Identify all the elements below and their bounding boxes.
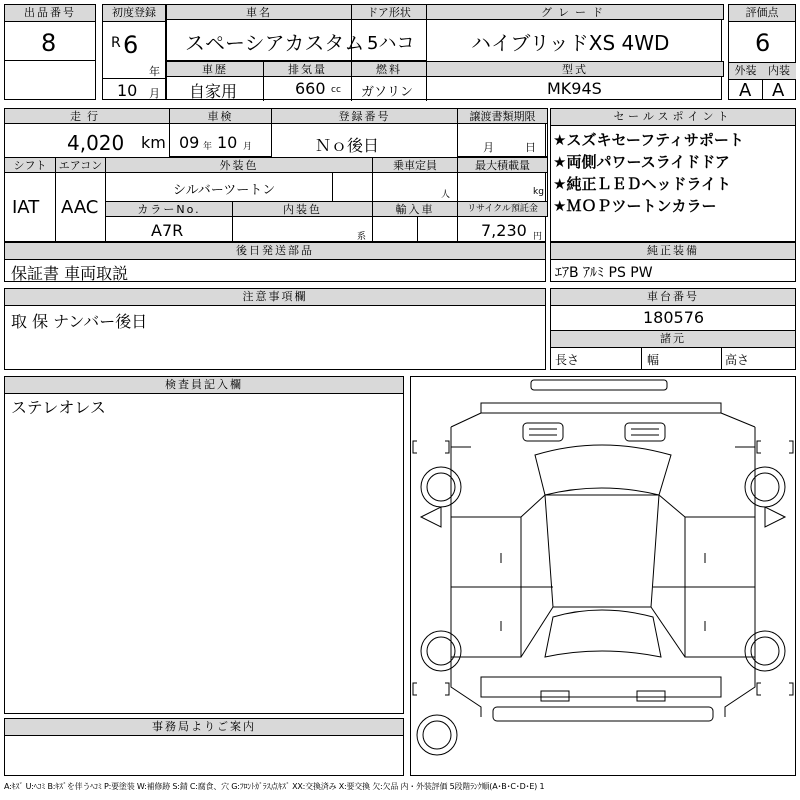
- door-label: ドア形状: [351, 4, 427, 20]
- dimensions-width: 幅: [647, 353, 660, 367]
- lot-number: 8: [41, 29, 57, 57]
- aircon-value: AAC: [61, 197, 99, 218]
- color-no-label: カラーNo.: [105, 201, 233, 217]
- max-load-label: 最大積載量: [457, 157, 548, 173]
- inspection-year: 09: [179, 133, 200, 152]
- later-parts-value: 保証書 車両取説: [11, 264, 129, 283]
- notes-label: 注意事項欄: [5, 289, 545, 306]
- office-box: [4, 718, 404, 776]
- inspection-year-unit: 年: [203, 142, 213, 152]
- roof-outline: [545, 495, 659, 607]
- first-reg-era: R: [111, 35, 121, 51]
- headlight-right-outline: [625, 423, 665, 441]
- model-label: 型式: [426, 61, 724, 77]
- inspector-value: ステレオレス: [11, 398, 106, 417]
- selling-point-item: ★純正ＬＥＤヘッドライト: [553, 175, 731, 193]
- exterior-grade-label: 外装: [729, 63, 763, 80]
- hood-outline: [481, 403, 721, 413]
- car-diagram: [411, 377, 795, 775]
- recycle-label: リサイクル預託金: [457, 201, 548, 217]
- vehicle-block: [166, 4, 722, 100]
- import-label: 輸入車: [372, 201, 458, 217]
- car-diagram-box: [410, 376, 796, 776]
- transfer-deadline-day-unit: 日: [525, 141, 536, 154]
- grade-label: グレード: [426, 4, 724, 20]
- inspection-month: 10: [217, 133, 238, 152]
- score-box: [728, 4, 796, 100]
- capacity-unit: 人: [441, 190, 451, 200]
- lot-box: [4, 4, 96, 100]
- mileage-unit: km: [141, 133, 166, 152]
- notes-box: [4, 288, 546, 370]
- transfer-deadline-label: 譲渡書類期限: [457, 108, 548, 124]
- body-right-outline: [725, 447, 755, 717]
- dimensions-label: 諸元: [551, 330, 795, 348]
- interior-grade-label: 内装: [762, 63, 796, 80]
- history-label: 車歴: [166, 61, 264, 77]
- mileage-label: 走行: [4, 108, 170, 124]
- first-reg-box: [102, 4, 166, 100]
- door-value: 5ハコ: [367, 33, 415, 54]
- displacement-label: 排気量: [263, 61, 352, 77]
- grade-value: ハイブリッドXS 4WD: [471, 31, 670, 55]
- first-reg-month: 10: [117, 81, 138, 100]
- score-value: 6: [755, 29, 771, 57]
- selling-points-box: [550, 108, 796, 242]
- aircon-label: エアコン: [55, 157, 106, 173]
- later-parts-box: [4, 242, 546, 282]
- exterior-color-value: シルバーツートン: [173, 183, 276, 198]
- recycle-unit: 円: [533, 232, 543, 242]
- selling-point-item: ★スズキセーフティサポート: [553, 131, 744, 149]
- fuel-value: ガソリン: [361, 85, 414, 100]
- lot-label: 出品番号: [5, 5, 95, 22]
- rear-window-outline: [545, 610, 661, 657]
- shift-label: シフト: [4, 157, 56, 173]
- office-label: 事務局よりご案内: [5, 719, 403, 736]
- inspector-box: [4, 376, 404, 714]
- selling-points-label: セールスポイント: [551, 109, 795, 126]
- history-value: 自家用: [189, 82, 238, 101]
- chassis-label: 車台番号: [551, 289, 795, 306]
- reg-number-label: 登録番号: [271, 108, 458, 124]
- recycle-value: 7,230: [481, 221, 527, 240]
- detail-block: [4, 108, 546, 242]
- first-reg-year: 6: [123, 31, 139, 59]
- max-load-unit: kg: [533, 187, 544, 197]
- exterior-grade-value: A: [739, 80, 752, 101]
- front-bumper-outline: [531, 380, 667, 390]
- dimensions-length: 長さ: [555, 353, 580, 367]
- windshield-outline: [535, 445, 671, 495]
- interior-color-label: 内装色: [232, 201, 373, 217]
- selling-point-item: ★両側パワースライドドア: [553, 153, 730, 171]
- reg-number-value: Ｎｏ後日: [315, 136, 380, 155]
- displacement-value: 660: [295, 79, 326, 98]
- capacity-label: 乗車定員: [372, 157, 458, 173]
- score-label: 評価点: [729, 5, 795, 22]
- transfer-deadline-month-unit: 月: [483, 141, 494, 154]
- chassis-value: 180576: [643, 308, 705, 327]
- later-parts-label: 後日発送部品: [5, 243, 545, 260]
- car-name-value: スペーシアカスタム: [185, 31, 365, 55]
- displacement-unit: cc: [331, 85, 341, 95]
- dimensions-height: 高さ: [725, 353, 750, 367]
- standard-equip-value: ｴｱB ｱﾙﾐ PS PW: [555, 265, 653, 281]
- inspector-label: 検査員記入欄: [5, 377, 403, 394]
- first-reg-label: 初度登録: [103, 5, 165, 22]
- chassis-box: [550, 288, 796, 370]
- legend-text: A:ｷｽﾞ U:ﾍｺﾐ B:ｷｽﾞを伴うﾍｺﾐ P:要塗装 W:補修跡 S:錆 C:腐食、穴 G:ﾌﾛﾝﾄｶﾞﾗｽ点ｷｽﾞ XX:交換済み X:要交換 欠:欠品 内・外装評価 5段階ﾗﾝｸ順(A･B･C･D･E) 1: [4, 782, 545, 791]
- standard-equip-box: [550, 242, 796, 282]
- car-name-label: 車名: [166, 4, 352, 20]
- headlight-left-outline: [523, 423, 563, 441]
- body-left-outline: [451, 447, 481, 717]
- color-no-value: A7R: [151, 221, 184, 240]
- first-reg-year-unit: 年: [149, 65, 160, 78]
- first-reg-month-unit: 月: [149, 87, 160, 100]
- exterior-color-label: 外装色: [105, 157, 373, 173]
- mileage-value: 4,020: [67, 131, 125, 155]
- selling-point-item: ★ＭＯＰツートンカラー: [553, 197, 717, 215]
- interior-color-unit: 系: [357, 232, 367, 242]
- fuel-label: 燃料: [351, 61, 427, 77]
- rear-bumper-outline: [493, 707, 713, 721]
- inspection-month-unit: 月: [243, 142, 253, 152]
- shift-value: IAT: [12, 197, 40, 218]
- model-value: MK94S: [547, 79, 602, 98]
- notes-value: 取 保 ナンバー後日: [11, 312, 148, 331]
- interior-grade-value: A: [772, 80, 785, 101]
- inspection-label: 車検: [169, 108, 272, 124]
- standard-equip-label: 純正装備: [551, 243, 795, 260]
